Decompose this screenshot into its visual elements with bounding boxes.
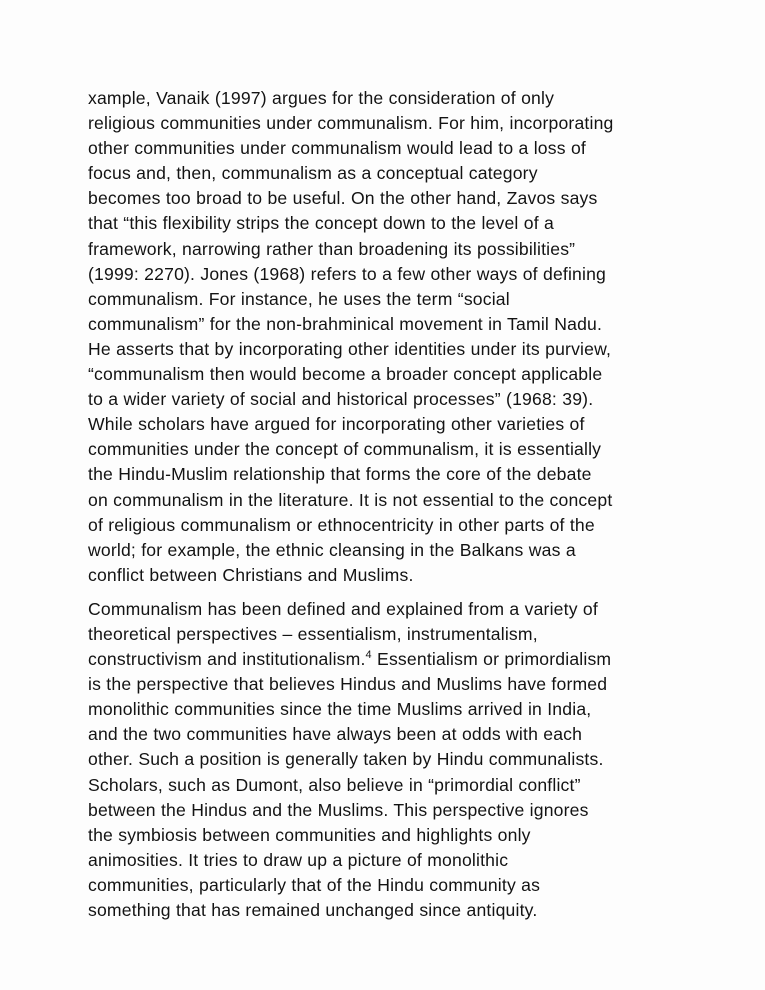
text-line: communalism. For instance, he uses the term “social	[88, 288, 510, 309]
paragraph-1	[88, 86, 688, 588]
text-line: of religious communalism or ethnocentricity in other parts of the	[88, 514, 595, 535]
text-line: and the two communities have always been at odds with each	[88, 724, 583, 745]
text-line: other communities under communalism would lead to a loss of	[88, 138, 586, 159]
text-line: Scholars, such as Dumont, also believe in “primordial conflict”	[88, 774, 581, 795]
text-line: Communalism has been defined and explained from a variety of	[88, 598, 598, 619]
text-line: on communalism in the literature. It is not essential to the concept	[88, 489, 613, 510]
text-line: animosities. It tries to draw up a picture of monolithic	[88, 849, 509, 870]
text-line: that “this flexibility strips the concept down to the level of a	[88, 213, 554, 234]
paragraph-2	[88, 597, 688, 923]
text-line: becomes too broad to be useful. On the other hand, Zavos says	[88, 188, 598, 209]
footnote-marker: 4	[365, 649, 372, 662]
text-line: is the perspective that believes Hindus and Muslims have formed	[88, 674, 608, 695]
text-line: constructivism and institutionalism.$^4$ Essentialism or primordialism	[88, 649, 612, 670]
text-line: focus and, then, communalism as a conceptual category	[88, 163, 538, 184]
text-line: the Hindu-Muslim relationship that forms the core of the debate	[88, 464, 592, 485]
text-line: While scholars have argued for incorporating other varieties of	[88, 414, 585, 435]
text-line: xample, Vanaik (1997) argues for the consideration of only	[88, 88, 555, 108]
text-line: framework, narrowing rather than broadening its possibilities”	[88, 238, 576, 259]
text-line: theoretical perspectives – essentialism, instrumentalism,	[88, 623, 538, 644]
text-line: between the Hindus and the Muslims. This perspective ignores	[88, 799, 589, 820]
text-line: world; for example, the ethnic cleansing in the Balkans was a	[88, 539, 576, 560]
text-line: conflict between Christians and Muslims.	[88, 564, 414, 585]
text-line: “communalism then would become a broader concept applicable	[88, 364, 603, 385]
text-line: to a wider variety of social and historical processes” (1968: 39).	[88, 389, 594, 410]
text-line: the symbiosis between communities and highlights only	[88, 824, 531, 845]
text-line: He asserts that by incorporating other identities under its purview,	[88, 338, 612, 359]
text-line: other. Such a position is generally taken by Hindu communalists.	[88, 749, 604, 770]
text-line: something that has remained unchanged since antiquity.	[88, 900, 538, 920]
text-line: communalism” for the non-brahminical movement in Tamil Nadu.	[88, 313, 603, 334]
text-line: (1999: 2270). Jones (1968) refers to a few other ways of defining	[88, 263, 607, 284]
body-text-column	[88, 86, 688, 923]
text-line: monolithic communities since the time Muslims arrived in India,	[88, 699, 592, 720]
text-line: communities, particularly that of the Hindu community as	[88, 874, 541, 895]
text-line: religious communities under communalism. For him, incorporating	[88, 113, 614, 134]
text-line: communities under the concept of communalism, it is essentially	[88, 439, 602, 460]
